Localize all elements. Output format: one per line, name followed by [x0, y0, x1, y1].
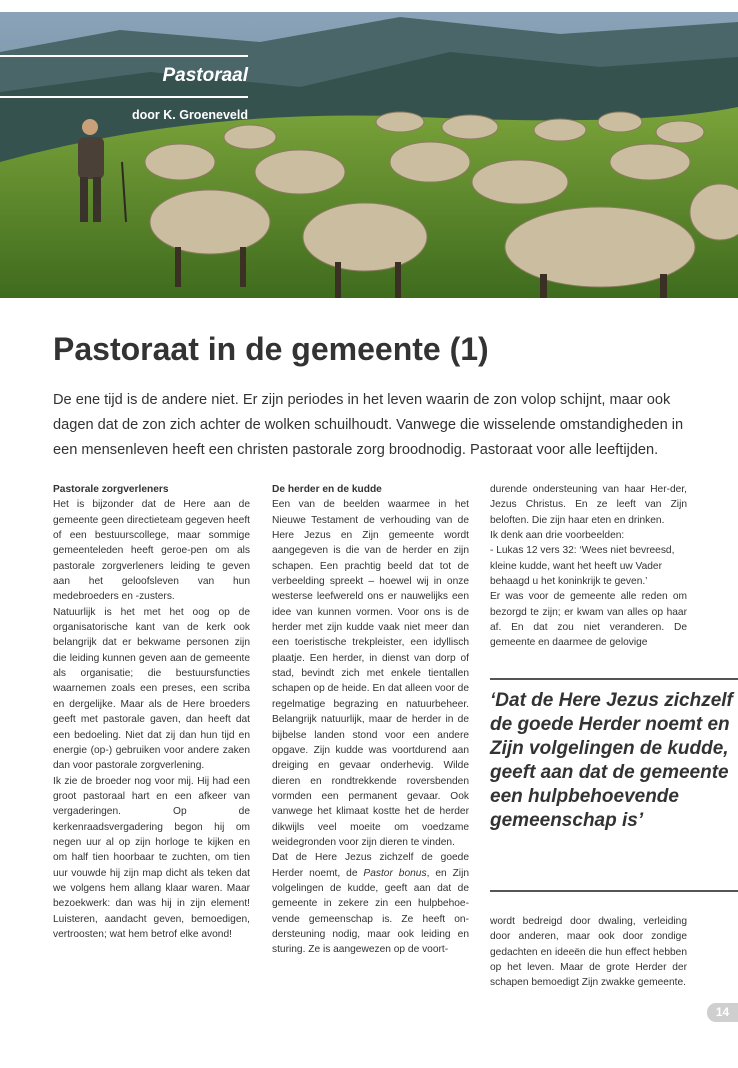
- paragraph: Ik denk aan drie voorbeelden:: [490, 530, 625, 542]
- subheading-pastorale-zorgverleners: Pastorale zorgverleners: [53, 484, 169, 495]
- paragraph: Een van de beelden waarmee in het Nieuwe Testament de verhouding van de Here Jezus en Zijn gemeente wordt aangegeven is die van de herder en zijn schapen. Een prachtig beeld dat tot de verbeelding spreekt – hoewel wij in onze westerse leefwereld ons er nauwelijks een idee van kunnen vormen. Voor ons is de herder met zijn kudde vaak niet meer dan een toeristische trekpleister, een idyllisch plaatje. Een herder, in dienst van dorp of stad, bevindt zich met enkele tientallen schapen op de heide. En dat alleen voor de regelmatige begrazing en natuurbeheer. Belangrijk natuurlijk, maar de herder in de bijbelse landen stond voor een andere opgave. Zijn kudde was voortdurend aan dreiging en gevaar onderhevig. Wilde dieren en rondtrekkende roversbenden vormden een permanent gevaar. Ook vanwege het klimaat kostte het de herder dikwijls veel moeite om voedzame weidegronden voor zijn dieren te vinden.: [272, 499, 469, 848]
- paragraph: Er was voor de gemeente alle reden om bezorgd te zijn; er kwam van alles op haar af. En dat zou niet veranderen. De gemeente en daarmee de gelovige: [490, 591, 687, 649]
- paragraph: Natuurlijk is het met het oog op de organisatorische kant van de kerk ook belangrijk dat er bekwame personen zijn die leiding kunnen geven aan de gemeente als organisatie; die bestuursfuncties waarnemen zoals een preses, een scriba en dergelijke. Maar als de Here broeders geeft met pastorale gaven, dan heeft dat een bedoeling. Niet dat zij dan hun tijd en energie (op-) gebruiken voor andere zaken dan voor pastorale zorgverlening.: [53, 606, 250, 772]
- paragraph: Het is bijzonder dat de Here aan de gemeente geen directieteam gegeven heeft of een bestuurscollege, maar sommige gemeenteleden heeft geroe-pen om als pastorale zorgverleners leiding te geven aan het geloofsleven van hun medebroeders en -zusters.: [53, 499, 250, 603]
- column-3-top: [490, 482, 687, 651]
- paragraph: Ik zie de broeder nog voor mij. Hij had een groot pastoraal hart en een afkeer van vergaderingen. Op de kerkenraadsvergadering begon hij om negen uur al op zijn horloge te kijken en om half tien hoorbaar te zuchten, om tien uur vouwde hij zijn map dicht als teken dat we volgens hem allang klaar waren. Maar bezoekwerk: dan was hij in zijn element! Luisteren, aandacht geven, bemoedigen, vertroosten; wat hem betrof elke avond!: [53, 775, 250, 940]
- article-intro: De ene tijd is de andere niet. Er zijn periodes in het leven waarin de zon volop schijnt, maar ook dagen dat de zon zich achter de wolken schuilhoudt. Vanwege die wisselende omstandigheden in een mensenleven heeft een christen pastorale zorg broodnodig. Pastoraat voor alle leeftijden.: [53, 392, 684, 458]
- column-1: [53, 482, 250, 942]
- text-run: , en Zijn volgelingen de kudde, geeft aan dat de gemeente in zekere zin een hulpbehoe-vende gemeenschap is. Ze heeft on-dersteuning nodig, maar ook leiding en sturing. Ze is aangewezen op de voort-: [272, 867, 470, 956]
- paragraph: [272, 850, 469, 957]
- paragraph: - Lukas 12 vers 32: ‘Wees niet bevreesd, kleine kudde, want het heeft uw Vader behaagd u het koninkrijk te geven.’: [490, 545, 675, 588]
- pull-quote: ‘Dat de Here Jezus zichzelf de goede Herder noemt en Zijn volgelingen de kudde, geeft aan dat de gemeente een hulpbehoevende gemeenschap is’: [490, 690, 733, 831]
- header-rule-bottom: [0, 96, 248, 98]
- quote-rule-bottom: [490, 890, 738, 892]
- article-title: Pastoraat in de gemeente (1): [53, 331, 489, 367]
- quote-rule-top: [490, 678, 738, 680]
- paragraph: durende ondersteuning van haar Her-der, Jezus Christus. En ze leeft van Zijn beloften. Die zijn haar eten en drinken.: [490, 484, 687, 526]
- text-run: Dat de Here Jezus zichzelf de goede Herder noemt, de: [272, 852, 469, 879]
- section-label: Pastoraal: [162, 65, 248, 86]
- header-rule-top: [0, 55, 248, 57]
- subheading-herder-en-kudde: De herder en de kudde: [272, 484, 382, 495]
- paragraph: wordt bedreigd door dwaling, verleiding door anderen, maar ook door zondige gedachten en ideeën die hun effect hebben op het leven. Maar de grote Herder der schapen bemoedigt Zijn zwakke gemeente.: [490, 916, 687, 989]
- author-byline: door K. Groeneveld: [132, 108, 248, 122]
- column-3-bottom: [490, 914, 687, 991]
- column-2: [272, 482, 469, 958]
- page-number: 14: [707, 1003, 738, 1022]
- latin-term: Pastor bonus: [363, 867, 427, 879]
